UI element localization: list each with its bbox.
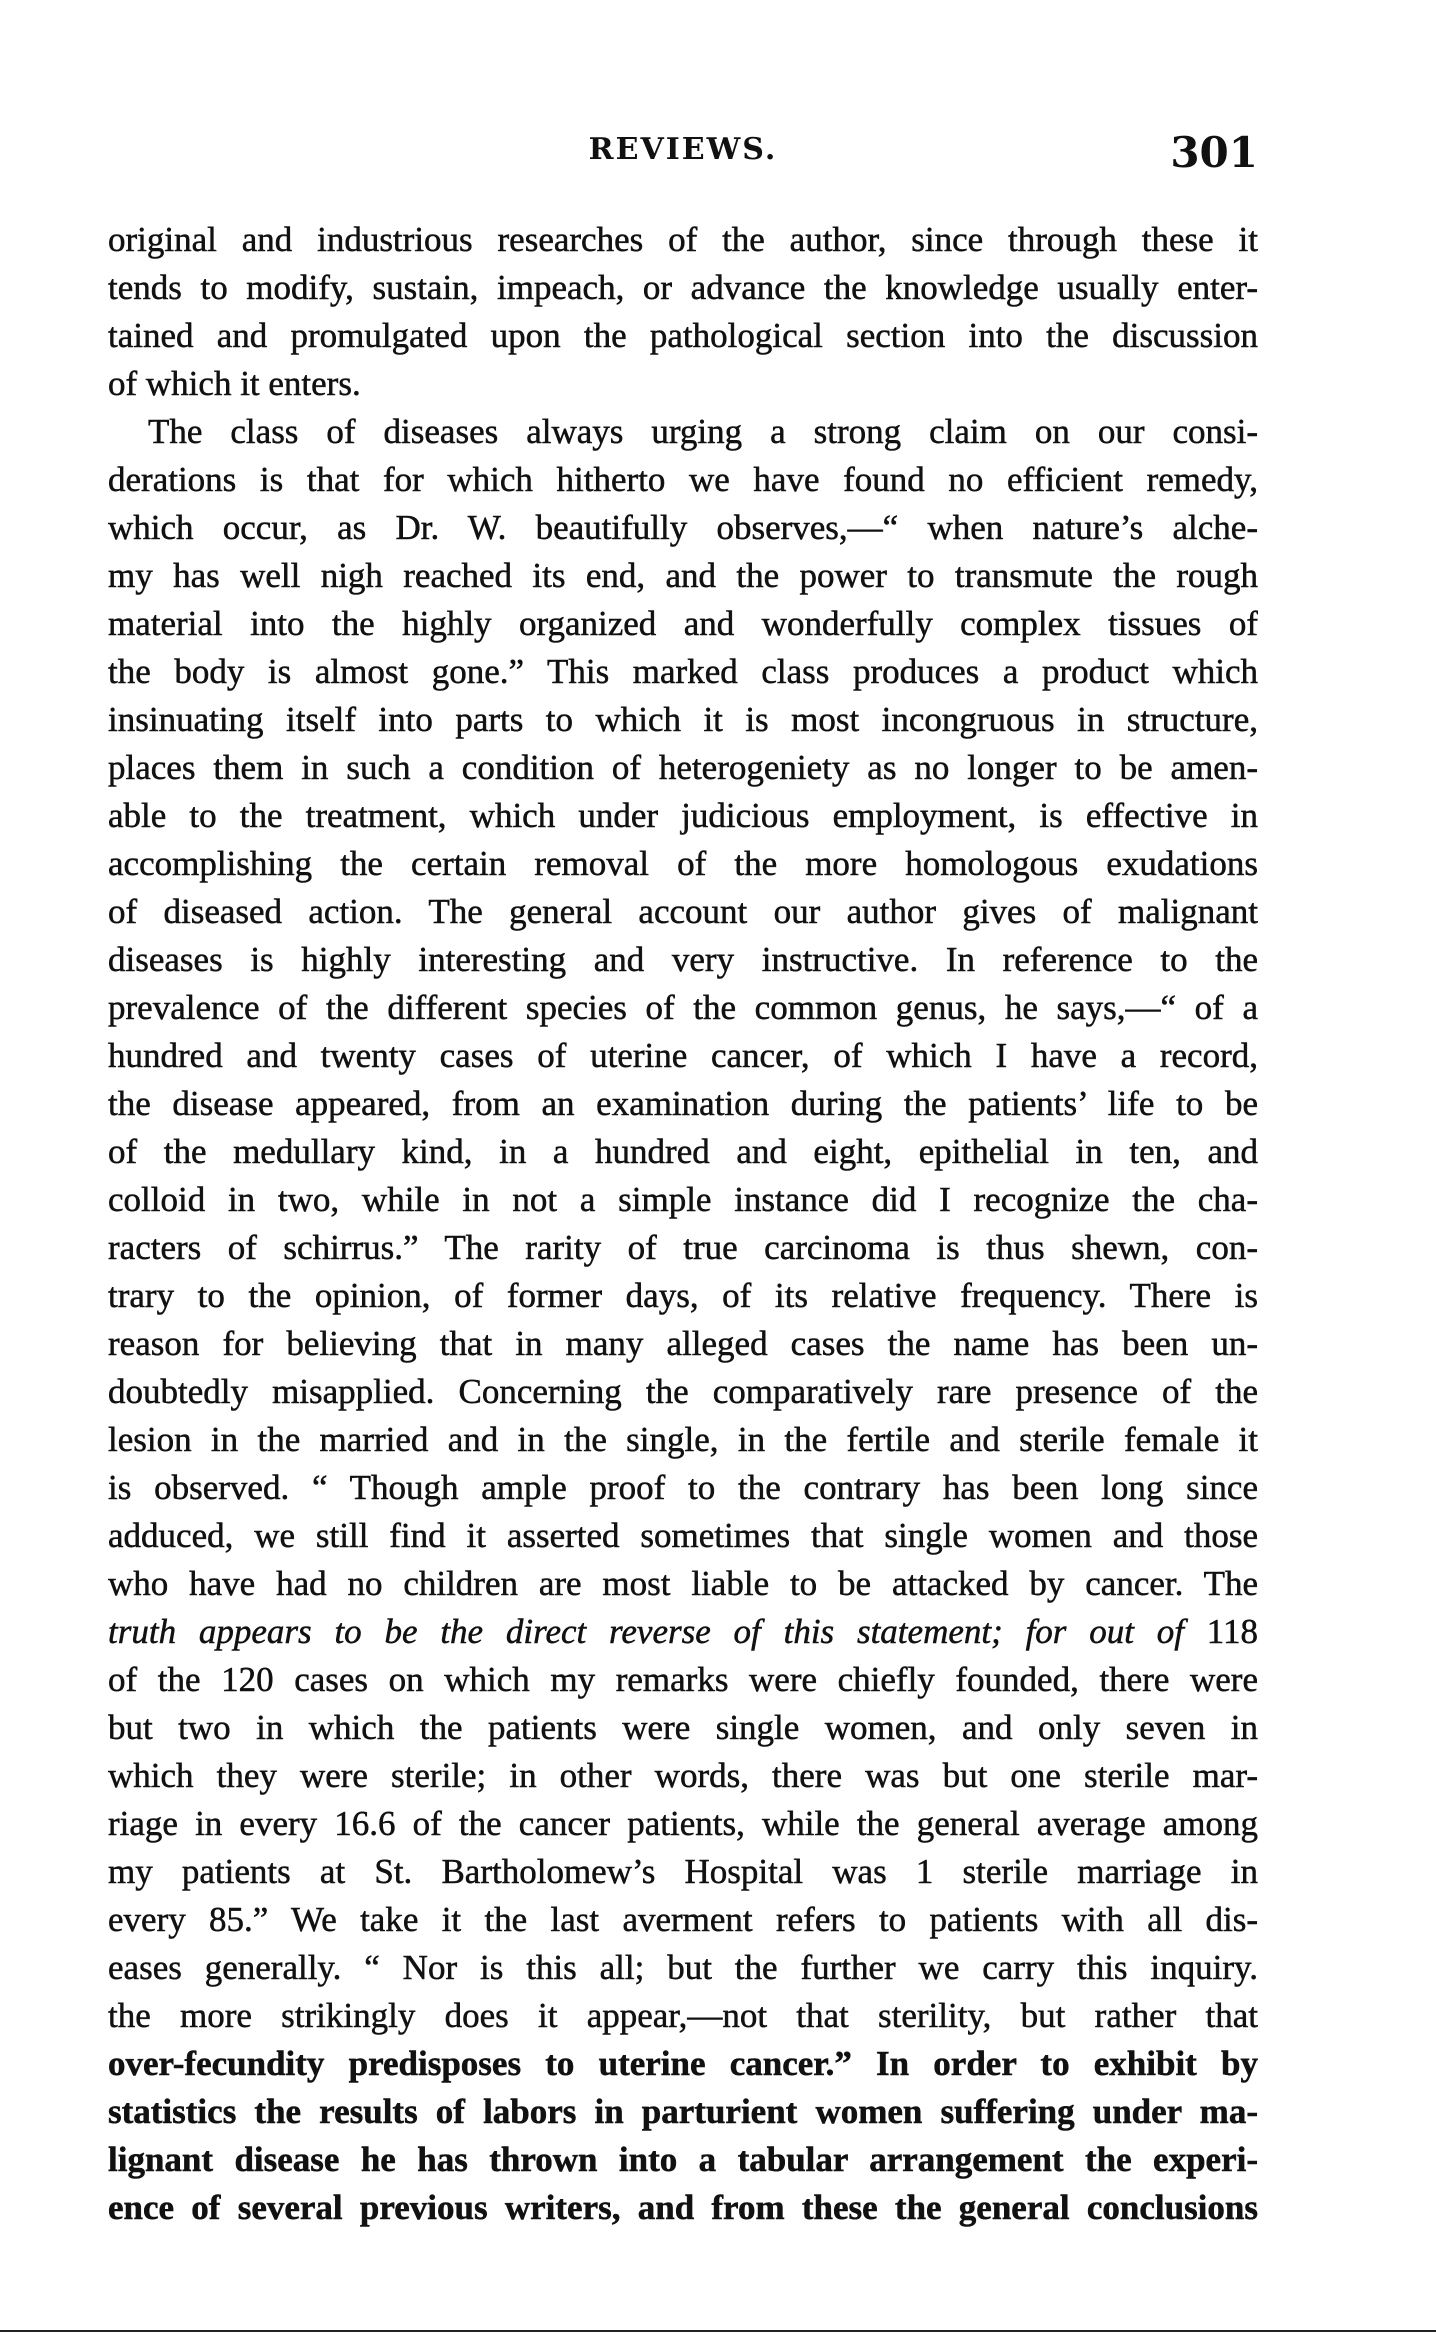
text-line: doubtedly misapplied. Concerning the comparatively rare presence of the [108, 1372, 1258, 1411]
text-line: accomplishing the certain removal of the more homologous exudations [108, 844, 1258, 883]
bottom-rule [0, 2330, 1436, 2332]
text-line: lignant disease he has thrown into a tabular arrangement the experi- [108, 2140, 1258, 2179]
text-line: material into the highly organized and wonderfully complex tissues of [108, 604, 1258, 643]
body-text [108, 216, 1258, 2232]
text-line: my has well nigh reached its end, and the power to transmute the rough [108, 556, 1258, 595]
text-line: original and industrious researches of the author, since through these it [108, 220, 1258, 259]
text-line: which they were sterile; in other words, there was but one sterile mar- [108, 1756, 1258, 1795]
text-line: of the medullary kind, in a hundred and eight, epithelial in ten, and [108, 1132, 1258, 1171]
text-line: reason for believing that in many alleged cases the name has been un- [108, 1324, 1258, 1363]
text-line: is observed. “ Though ample proof to the contrary has been long since [108, 1468, 1258, 1507]
text-line: of diseased action. The general account our author gives of malignant [108, 892, 1258, 931]
text-line: colloid in two, while in not a simple instance did I recognize the cha- [108, 1180, 1258, 1219]
text-line: which occur, as Dr. W. beautifully observes,—“ when nature’s alche- [108, 508, 1258, 547]
text-line: my patients at St. Bartholomew’s Hospital was 1 sterile marriage in [108, 1852, 1258, 1891]
paragraph-first-line: The class of diseases always urging a strong claim on our consi- [148, 412, 1258, 451]
page-number: 301 [1170, 128, 1258, 177]
text-line: the more strikingly does it appear,—not that sterility, but rather that [108, 1996, 1258, 2035]
text-line: insinuating itself into parts to which it is most incongruous in structure, [108, 700, 1258, 739]
text-line: but two in which the patients were single women, and only seven in [108, 1708, 1258, 1747]
text-line: statistics the results of labors in parturient women suffering under ma- [108, 2092, 1258, 2131]
text-line: ence of several previous writers, and from these the general conclusions [108, 2188, 1258, 2227]
text-line: the body is almost gone.” This marked class produces a product which [108, 652, 1258, 691]
text-line: tained and promulgated upon the pathological section into the discussion [108, 316, 1258, 355]
running-title: REVIEWS. [588, 132, 778, 167]
text-line: adduced, we still find it asserted sometimes that single women and those [108, 1516, 1258, 1555]
text-line: the disease appeared, from an examination during the patients’ life to be [108, 1084, 1258, 1123]
roman-text: 118 [1183, 1612, 1258, 1651]
text-line: tends to modify, sustain, impeach, or advance the knowledge usually enter- [108, 268, 1258, 307]
text-line: riage in every 16.6 of the cancer patients, while the general average among [108, 1804, 1258, 1843]
text-line: of which it enters. [108, 364, 361, 403]
text-line: who have had no children are most liable to be attacked by cancer. The [108, 1564, 1258, 1603]
text-line: of the 120 cases on which my remarks were chiefly founded, there were [108, 1660, 1258, 1699]
text-line: lesion in the married and in the single, in the fertile and sterile female it [108, 1420, 1258, 1459]
text-line: over-fecundity predisposes to uterine cancer.” In order to exhibit by [108, 2044, 1258, 2083]
text-line: derations is that for which hitherto we have found no efficient remedy, [108, 460, 1258, 499]
text-line: every 85.” We take it the last averment refers to patients with all dis- [108, 1900, 1258, 1939]
text-line: places them in such a condition of heterogeniety as no longer to be amen- [108, 748, 1258, 787]
italic-text: truth appears to be the direct reverse of this statement; for out of [108, 1612, 1184, 1651]
text-line: hundred and twenty cases of uterine cancer, of which I have a record, [108, 1036, 1258, 1075]
text-line: trary to the opinion, of former days, of its relative frequency. There is [108, 1276, 1258, 1315]
running-head [108, 128, 1258, 188]
text-line: eases generally. “ Nor is this all; but the further we carry this inquiry. [108, 1948, 1258, 1987]
text-line-italic [108, 1608, 1258, 1656]
text-line: racters of schirrus.” The rarity of true carcinoma is thus shewn, con- [108, 1228, 1258, 1267]
text-line: able to the treatment, which under judicious employment, is effective in [108, 796, 1258, 835]
text-line: diseases is highly interesting and very instructive. In reference to the [108, 940, 1258, 979]
text-line: prevalence of the different species of the common genus, he says,—“ of a [108, 988, 1258, 1027]
